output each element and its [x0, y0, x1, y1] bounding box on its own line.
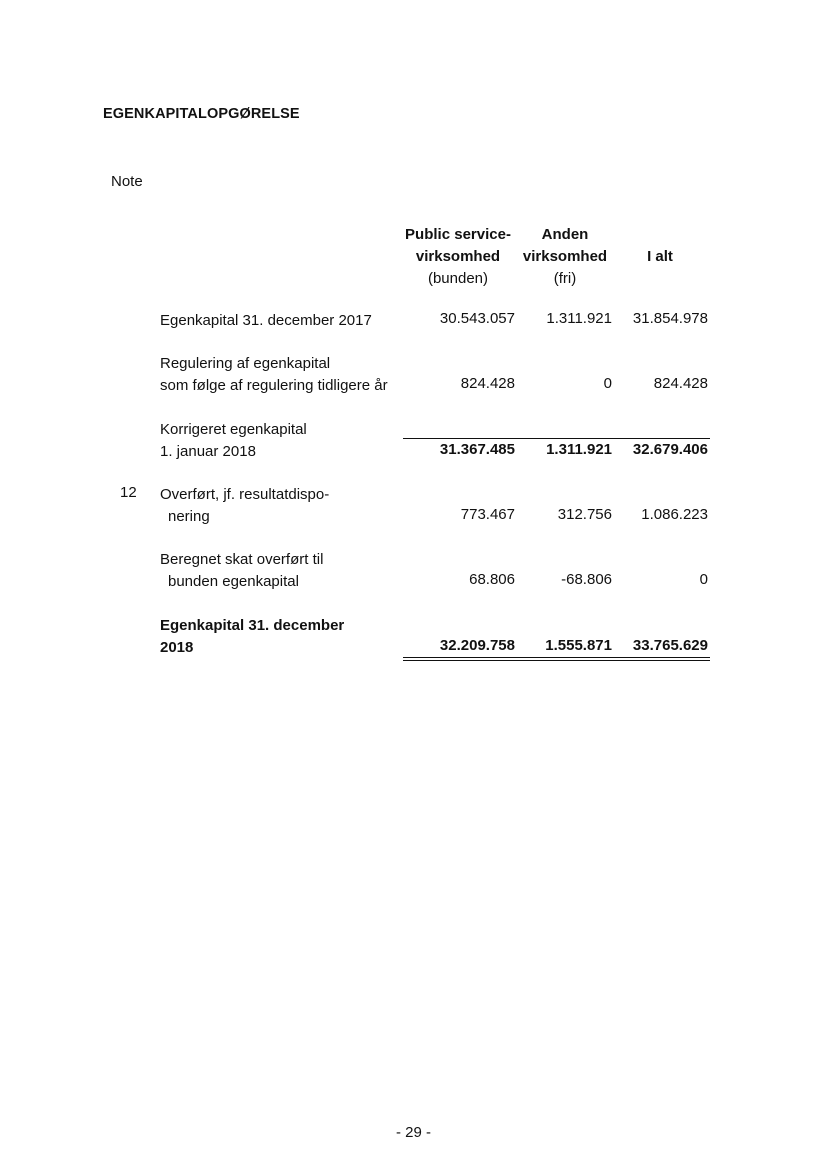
cell-value: 31.367.485 — [439, 441, 515, 458]
cell-value: 32.679.406 — [632, 441, 708, 458]
row-label-overfoert: Overført, jf. resultatdispo- nering — [160, 486, 330, 525]
cell-value: 824.428 — [460, 375, 515, 392]
column-header-i-alt: I alt — [647, 248, 673, 265]
row-label-regulering: Regulering af egenkapital som følge af regulering tidligere år — [160, 355, 388, 394]
page-number: - 29 - — [395, 1124, 431, 1141]
row-label-beregnet-skat: Beregnet skat overført til bunden egenkapital — [160, 551, 324, 590]
cell-value: 31.854.978 — [632, 310, 708, 327]
cell-value: 68.806 — [469, 571, 515, 588]
cell-value: 30.543.057 — [439, 310, 515, 327]
cell-value: 0 — [603, 375, 612, 392]
row-label-egenkapital-2018: Egenkapital 31. december 2018 — [160, 617, 345, 656]
cell-value: 312.756 — [557, 506, 612, 523]
cell-value: 1.086.223 — [641, 506, 708, 523]
page-title: EGENKAPITALOPGØRELSE — [103, 106, 300, 122]
total-rule-lower — [403, 660, 710, 661]
note-number: 12 — [120, 484, 137, 501]
cell-value: 1.311.921 — [546, 441, 612, 458]
note-column-header: Note — [111, 173, 143, 190]
row-label-egenkapital-2017: Egenkapital 31. december 2017 — [160, 312, 372, 329]
cell-value: 0 — [699, 571, 708, 588]
cell-value: -68.806 — [561, 571, 612, 588]
total-rule-upper — [403, 657, 710, 658]
column-header-anden: Anden virksomhed (fri) — [522, 226, 608, 287]
cell-value: 824.428 — [653, 375, 708, 392]
cell-value: 32.209.758 — [439, 637, 515, 654]
subtotal-rule — [403, 438, 710, 439]
cell-value: 1.311.921 — [546, 310, 612, 327]
cell-value: 1.555.871 — [545, 637, 612, 654]
cell-value: 33.765.629 — [632, 637, 708, 654]
row-label-korrigeret: Korrigeret egenkapital 1. januar 2018 — [160, 421, 307, 460]
cell-value: 773.467 — [460, 506, 515, 523]
column-header-public-service: Public service- virksomhed (bunden) — [405, 226, 511, 287]
